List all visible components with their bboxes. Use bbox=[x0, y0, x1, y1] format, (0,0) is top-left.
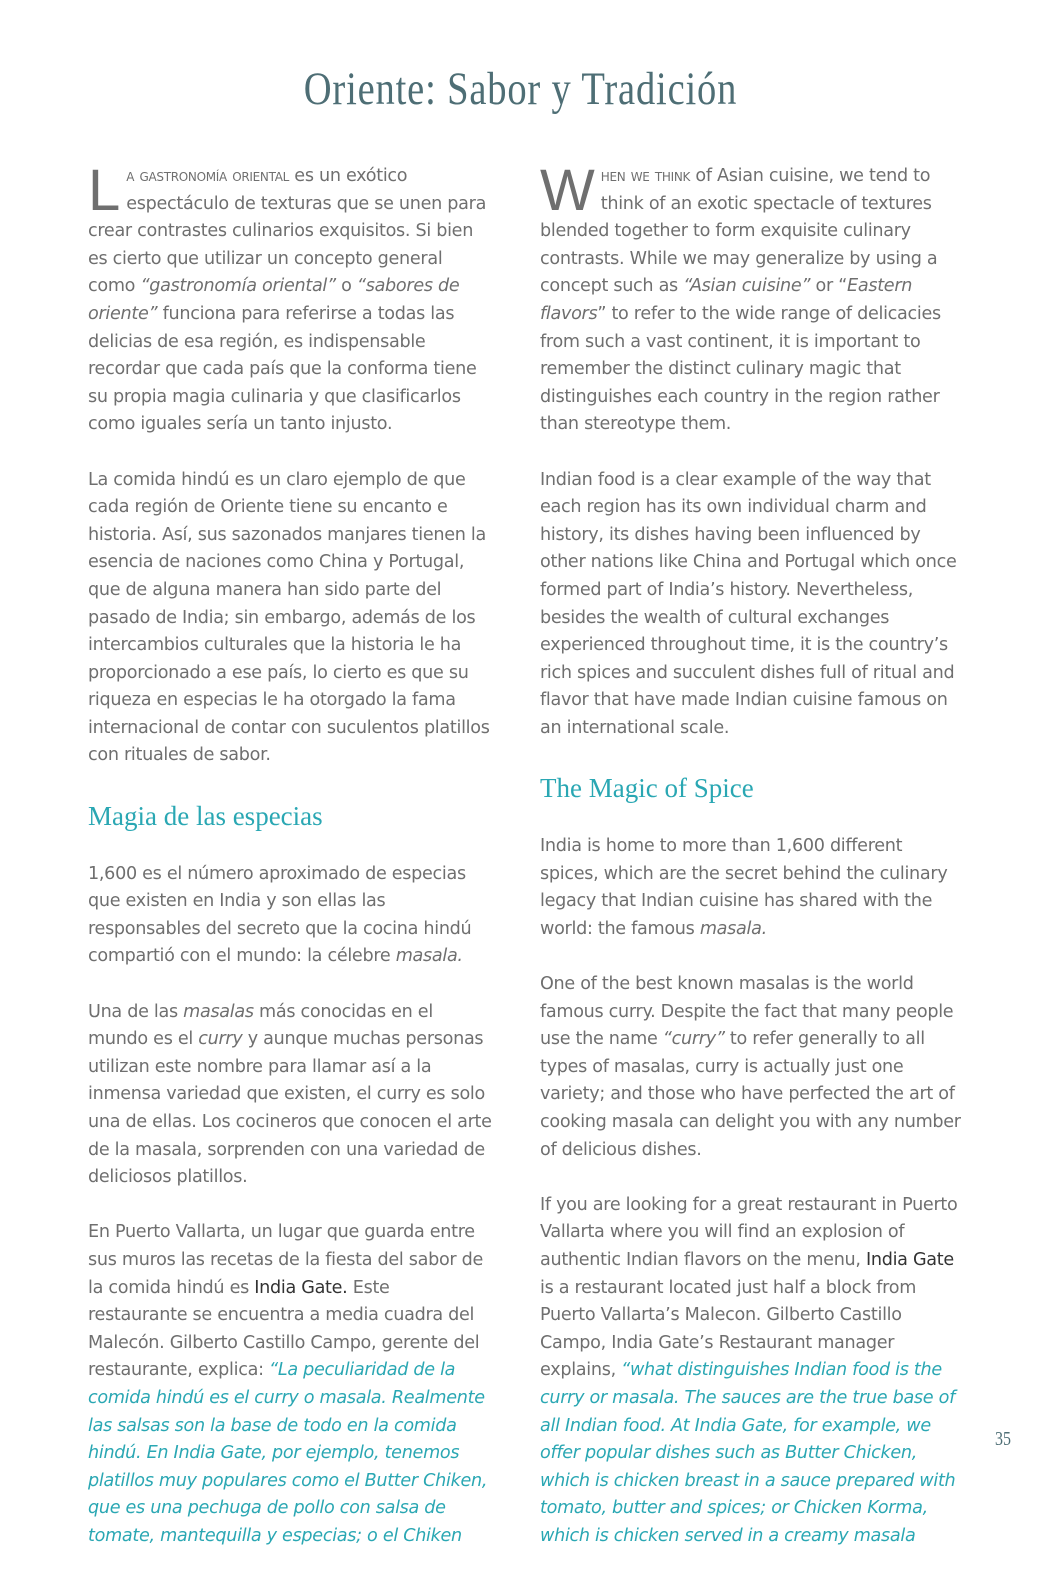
italic-text: curry bbox=[198, 1029, 243, 1050]
text: to refer generally to all types of masalas, curry is actually just one variety; and those who have perfected the art of cooking masala can delight you with any number of delicious dishes. bbox=[540, 1029, 961, 1160]
restaurant-name: India Gate bbox=[865, 1249, 954, 1270]
intro-italic: “sabores de oriente” bbox=[88, 276, 460, 324]
text: 1,600 es el número aproximado de especias que existen en India y son ellas las responsables del secreto que la cocina hindú compartió con el mundo: la célebre bbox=[88, 863, 472, 967]
spanish-column bbox=[88, 158, 493, 1578]
text: If you are looking for a great restaurant in Puerto Vallarta where you will find an explosion of authentic Indian flavors on the menu, bbox=[540, 1194, 958, 1270]
paragraph: La comida hindú es un claro ejemplo de que cada región de Oriente tiene su encanto e historia. Así, sus sazonados manjares tienen la esencia de naciones como China y Portugal, que de alguna manera han sido parte del pasado de India; sin embargo, además de los intercambios culturales que la historia le ha proporcionado a ese país, lo cierto es que su riqueza en especias le ha otorgado la fama internacional de contar con suculentos platillos con rituales de sabor. bbox=[88, 469, 490, 766]
text: En Puerto Vallarta, un lugar que guarda entre sus muros las recetas de la fiesta del sabor de la comida hindú es bbox=[88, 1222, 484, 1298]
drop-cap: L bbox=[88, 158, 121, 223]
italic-text: masala. bbox=[699, 918, 767, 939]
intro-text: or “ bbox=[810, 276, 848, 297]
restaurant-name: India Gate. bbox=[254, 1277, 348, 1298]
intro-italic: “gastronomía oriental” bbox=[140, 276, 336, 297]
page-title: Oriente: Sabor y Tradición bbox=[303, 63, 738, 115]
intro-paragraph bbox=[88, 158, 493, 439]
intro-text: of Asian cuisine, we tend to think of an exotic spectacle of textures blended together to form exquisite culinary contrasts. While we may generalize by using a concept such as bbox=[540, 166, 938, 297]
italic-text: masalas bbox=[183, 1001, 254, 1022]
paragraph bbox=[88, 999, 493, 1192]
italic-text: “curry” bbox=[662, 1029, 725, 1050]
intro-text: ” to refer to the wide range of delicacies from such a vast continent, it is important to remember the distinct culinary magic that distinguishes each country in the region rather than stereotype them. bbox=[540, 303, 941, 435]
intro-text: es un exótico espectáculo de texturas que se unen para crear contrastes culinarios exquisitos. Si bien es cierto que utilizar un concepto general como bbox=[88, 166, 487, 297]
text: India is home to more than 1,600 different spices, which are the secret behind the culinary legacy that Indian cuisine has shared with the world: the famous bbox=[540, 836, 948, 939]
intro-text: funciona para referirse a todas las delicias de esa región, es indispensable recordar que cada país que la conforma tiene su propia magia culinaria y que clasificarlos como iguales sería un tanto injusto. bbox=[88, 303, 477, 435]
drop-cap: W bbox=[540, 158, 595, 223]
intro-italic: “Asian cuisine” bbox=[683, 276, 811, 297]
text: Este restaurante se encuentra a media cuadra del Malecón. Gilberto Castillo Campo, gerente del restaurante, explica: bbox=[88, 1277, 480, 1381]
intro-italic: Eastern flavors bbox=[540, 276, 913, 324]
small-caps-lead: a gastronomía oriental bbox=[126, 166, 289, 186]
text: is a restaurant located just half a block from Puerto Vallarta’s Malecon. Gilberto Castillo Campo, India Gate’s Restaurant manager explains, bbox=[540, 1277, 917, 1381]
text: Una de las bbox=[88, 1001, 184, 1022]
text: más conocidas en el mundo es el bbox=[88, 1001, 433, 1050]
intro-text: o bbox=[335, 276, 357, 297]
quote-text: “what distinguishes Indian food is the curry or masala. The sauces are the true base of all Indian food. At India Gate, for example, we offer popular dishes such as Butter Chicken, which is chicken breast in a sauce prepared with tomato, butter and spices; or Chicken Korma, which is chicken served in a creamy masala bbox=[540, 1360, 956, 1546]
intro-paragraph bbox=[540, 158, 965, 439]
paragraph: Indian food is a clear example of the way that each region has its own individual charm and history, its dishes having been influenced by other nations like China and Portugal which once formed part of India’s history. Nevertheless, besides the wealth of cultural exchanges experienced throughout time, it is the country’s rich spices and succulent dishes full of ritual and flavor that have made Indian cuisine famous on an international scale. bbox=[540, 469, 957, 738]
section-heading: Magia de las especias bbox=[88, 800, 323, 831]
italic-text: masala. bbox=[395, 946, 463, 967]
paragraph bbox=[88, 1219, 493, 1550]
text: One of the best known masalas is the world famous curry. Despite the fact that many people use the name bbox=[540, 974, 954, 1050]
paragraph bbox=[88, 861, 493, 971]
paragraph bbox=[540, 833, 965, 943]
paragraph bbox=[540, 971, 965, 1164]
section-heading: The Magic of Spice bbox=[540, 773, 754, 804]
quote-text: “La peculiaridad de la comida hindú es el curry o masala. Realmente las salsas son la base de todo en la comida hindú. En India Gate, por ejemplo, tenemos platillos muy populares como el Butter Chiken, que es una pechuga de pollo con salsa de tomate, mantequilla y especias; o el Chiken bbox=[88, 1360, 488, 1546]
english-column bbox=[540, 158, 965, 1578]
small-caps-lead: hen we think bbox=[600, 166, 691, 186]
text: y aunque muchas personas utilizan este nombre para llamar así a la inmensa variedad que existen, el curry es solo una de ellas. Los cocineros que conocen el arte de la masala, sorprenden con una variedad de deliciosos platillos. bbox=[88, 1029, 492, 1188]
page-number: 35 bbox=[995, 1428, 1011, 1450]
